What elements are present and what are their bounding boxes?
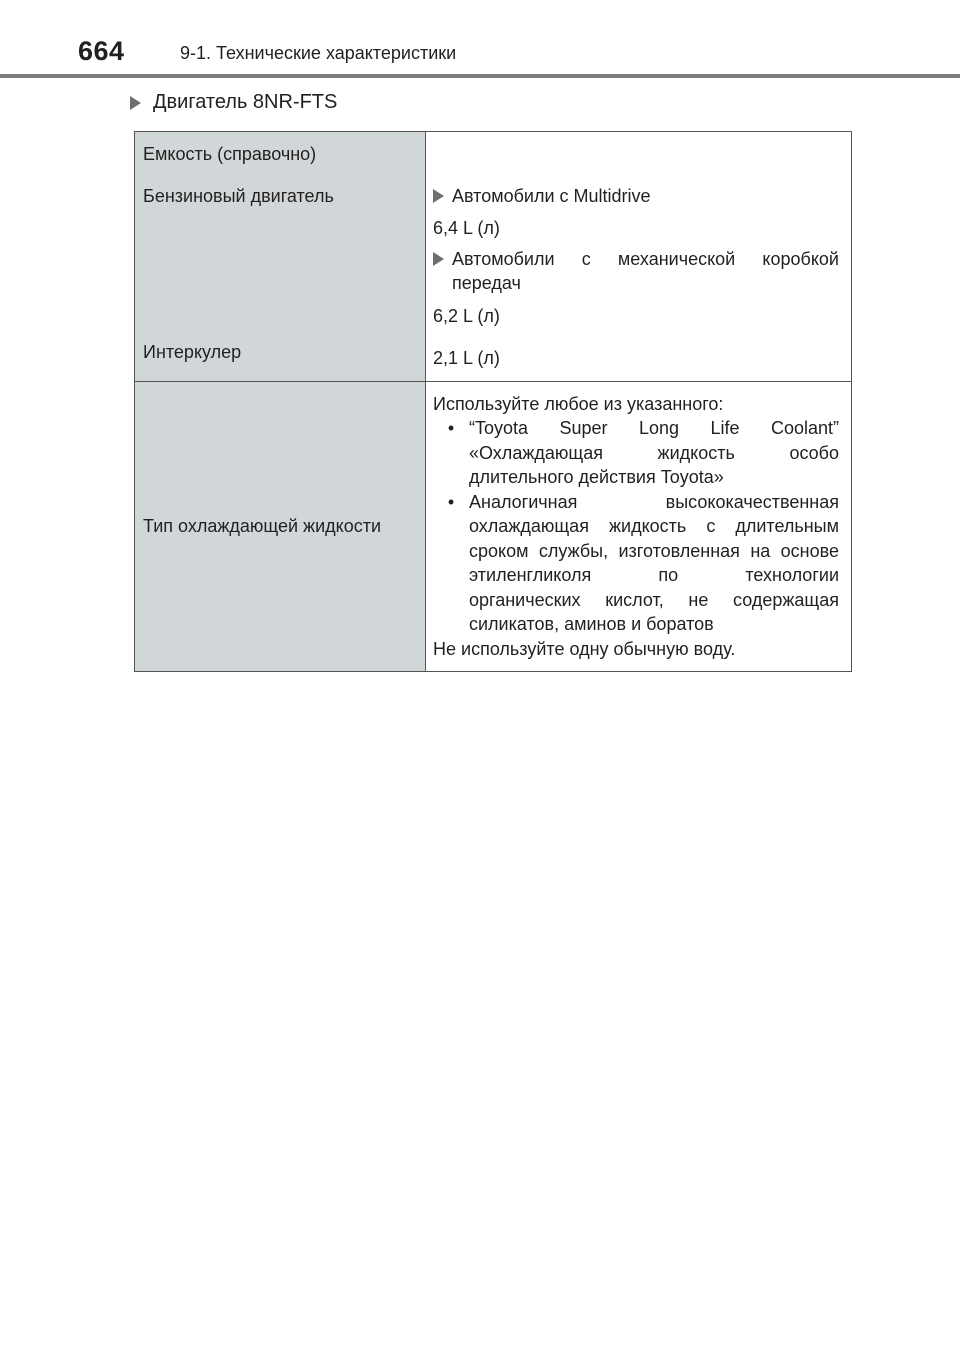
coolant-label: Тип охлаждающей жидкости — [143, 516, 382, 536]
capacity-value-cell — [426, 132, 852, 382]
multidrive-label: Автомобили с Multidrive — [452, 185, 651, 206]
engine-heading-text: Двигатель 8NR-FTS — [153, 91, 338, 113]
triangle-bullet-icon — [130, 96, 141, 110]
intercooler-label: Интеркулер — [143, 342, 242, 362]
table-row — [135, 381, 852, 672]
multidrive-value: 6,4 L (л) — [433, 218, 500, 238]
option2-line1: Аналогичная высококачественная — [469, 491, 839, 512]
option2-line4: этиленгликоля по технологии — [469, 565, 839, 585]
option1-line2: «Охлаждающая жидкость особо — [469, 442, 839, 463]
bullet-dot: • — [447, 418, 455, 438]
option1-line3: длительного действия Toyota» — [469, 467, 724, 487]
coolant-value-cell — [426, 381, 852, 672]
manual-label-line2: передач — [452, 273, 521, 293]
coolant-label-cell — [135, 381, 426, 672]
coolant-option-1 — [433, 416, 839, 490]
multidrive-item — [433, 184, 839, 209]
option2-line6: силикатов, аминов и боратов — [469, 614, 714, 634]
option1-line1: “Toyota Super Long Life Coolant” — [469, 418, 839, 438]
spec-table — [134, 131, 852, 672]
manual-item — [433, 247, 839, 272]
bullet-dot: • — [447, 491, 455, 512]
triangle-bullet-icon — [433, 252, 444, 266]
engine-label: Бензиновый двигатель — [143, 185, 334, 206]
coolant-note: Не используйте одну обычную воду. — [433, 638, 736, 659]
capacity-label-cell — [135, 132, 426, 382]
triangle-bullet-icon — [433, 189, 444, 203]
capacity-label: Емкость (справочно) — [143, 144, 317, 164]
coolant-option-2 — [433, 490, 839, 637]
manual-value: 6,2 L (л) — [433, 305, 500, 326]
page-number: 664 — [78, 36, 125, 66]
engine-heading — [130, 91, 337, 114]
table-row — [135, 132, 852, 382]
option2-line5: органических кислот, не содержащая — [469, 589, 839, 610]
header-divider — [0, 74, 960, 78]
option2-line2: охлаждающая жидкость с длительным — [469, 516, 839, 536]
coolant-intro: Используйте любое из указанного: — [433, 393, 724, 414]
manual-label-line1: Автомобили с механической коробкой — [452, 248, 839, 269]
option2-line3: сроком службы, изготовленная на основе — [469, 540, 839, 561]
intercooler-value: 2,1 L (л) — [433, 348, 500, 368]
section-title: 9-1. Технические характеристики — [180, 43, 457, 63]
page-header — [0, 0, 960, 80]
